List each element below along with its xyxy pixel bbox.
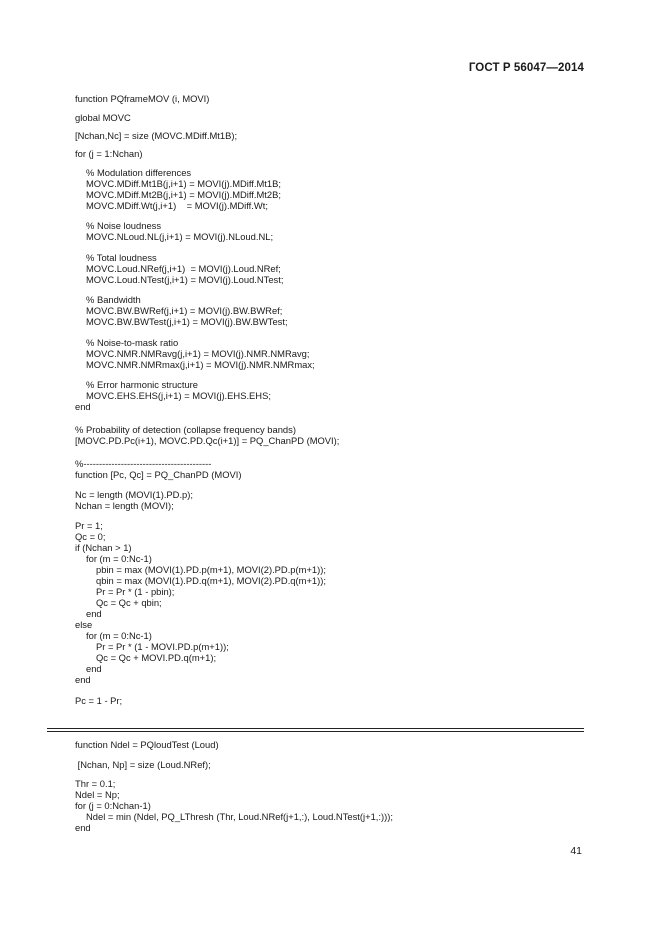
code-line: for (j = 1:Nchan) — [75, 148, 143, 159]
code-line: end — [86, 608, 102, 619]
code-line: MOVC.MDiff.Wt(j,i+1) = MOVI(j).MDiff.Wt; — [86, 200, 268, 211]
code-line: Pc = 1 - Pr; — [75, 695, 123, 706]
code-line: end — [75, 822, 91, 833]
code-line: function PQframeMOV (i, MOVI) — [75, 93, 210, 104]
code-comment: % Probability of detection (collapse frequency bands) — [75, 424, 296, 435]
code-line: Qc = 0; — [75, 531, 106, 542]
code-comment: % Error harmonic structure — [86, 379, 199, 390]
code-line: Qc = Qc + qbin; — [96, 597, 162, 608]
code-line: [Nchan, Np] = size (Loud.NRef); — [75, 759, 211, 770]
code-line: MOVC.MDiff.Mt1B(j,i+1) = MOVI(j).MDiff.Mt1B; — [86, 178, 281, 189]
code-line: end — [75, 674, 91, 685]
code-line: MOVC.NLoud.NL(j,i+1) = MOVI(j).NLoud.NL; — [86, 231, 274, 242]
code-comment: % Bandwidth — [86, 294, 141, 305]
code-line: global MOVC — [75, 112, 131, 123]
code-line: Nchan = length (MOVI); — [75, 500, 174, 511]
code-line: MOVC.MDiff.Mt2B(j,i+1) = MOVI(j).MDiff.Mt2B; — [86, 189, 281, 200]
code-line: MOVC.BW.BWTest(j,i+1) = MOVI(j).BW.BWTest; — [86, 316, 288, 327]
code-line: for (j = 0:Nchan-1) — [75, 800, 151, 811]
code-line: Nc = length (MOVI(1).PD.p); — [75, 489, 194, 500]
code-line: qbin = max (MOVI(1).PD.q(m+1), MOVI(2).PD.q(m+1)); — [96, 575, 326, 586]
code-line: MOVC.EHS.EHS(j,i+1) = MOVI(j).EHS.EHS; — [86, 390, 271, 401]
code-line: Qc = Qc + MOVI.PD.q(m+1); — [96, 652, 217, 663]
code-line: [MOVC.PD.Pc(i+1), MOVC.PD.Qc(i+1)] = PQ_ChanPD (MOVI); — [75, 435, 340, 446]
code-comment: % Total loudness — [86, 252, 157, 263]
code-comment: % Noise loudness — [86, 220, 162, 231]
code-line: Ndel = Np; — [75, 789, 120, 800]
code-comment: % Modulation differences — [86, 167, 192, 178]
code-line: MOVC.Loud.NRef(j,i+1) = MOVI(j).Loud.NRef; — [86, 263, 281, 274]
code-line: function Ndel = PQloudTest (Loud) — [75, 739, 219, 750]
code-line: function [Pc, Qc] = PQ_ChanPD (MOVI) — [75, 469, 242, 480]
code-line: end — [86, 663, 102, 674]
code-line: if (Nchan > 1) — [75, 542, 132, 553]
code-line: Pr = 1; — [75, 520, 103, 531]
code-line: for (m = 0:Nc-1) — [86, 553, 152, 564]
separator-rule — [47, 731, 584, 732]
code-line: Pr = Pr * (1 - pbin); — [96, 586, 175, 597]
code-line: for (m = 0:Nc-1) — [86, 630, 152, 641]
code-line: Thr = 0.1; — [75, 778, 116, 789]
code-line: end — [75, 401, 91, 412]
separator-rule — [47, 728, 584, 729]
standard-header: ГОСТ Р 56047—2014 — [468, 62, 584, 74]
code-line: Ndel = min (Ndel, PQ_LThresh (Thr, Loud.NRef(j+1,:), Loud.NTest(j+1,:))); — [86, 811, 393, 822]
code-line: pbin = max (MOVI(1).PD.p(m+1), MOVI(2).PD.p(m+1)); — [96, 564, 326, 575]
code-comment: % Noise-to-mask ratio — [86, 337, 179, 348]
code-line: MOVC.NMR.NMRavg(j,i+1) = MOVI(j).NMR.NMRavg; — [86, 348, 310, 359]
page-number: 41 — [570, 845, 582, 857]
code-line: MOVC.NMR.NMRmax(j,i+1) = MOVI(j).NMR.NMRmax; — [86, 359, 315, 370]
code-separator: %----------------------------------------- — [75, 458, 212, 469]
code-line: [Nchan,Nc] = size (MOVC.MDiff.Mt1B); — [75, 130, 238, 141]
code-line: MOVC.BW.BWRef(j,i+1) = MOVI(j).BW.BWRef; — [86, 305, 283, 316]
code-line: Pr = Pr * (1 - MOVI.PD.p(m+1)); — [96, 641, 229, 652]
code-line: MOVC.Loud.NTest(j,i+1) = MOVI(j).Loud.NTest; — [86, 274, 284, 285]
code-line: else — [75, 619, 93, 630]
